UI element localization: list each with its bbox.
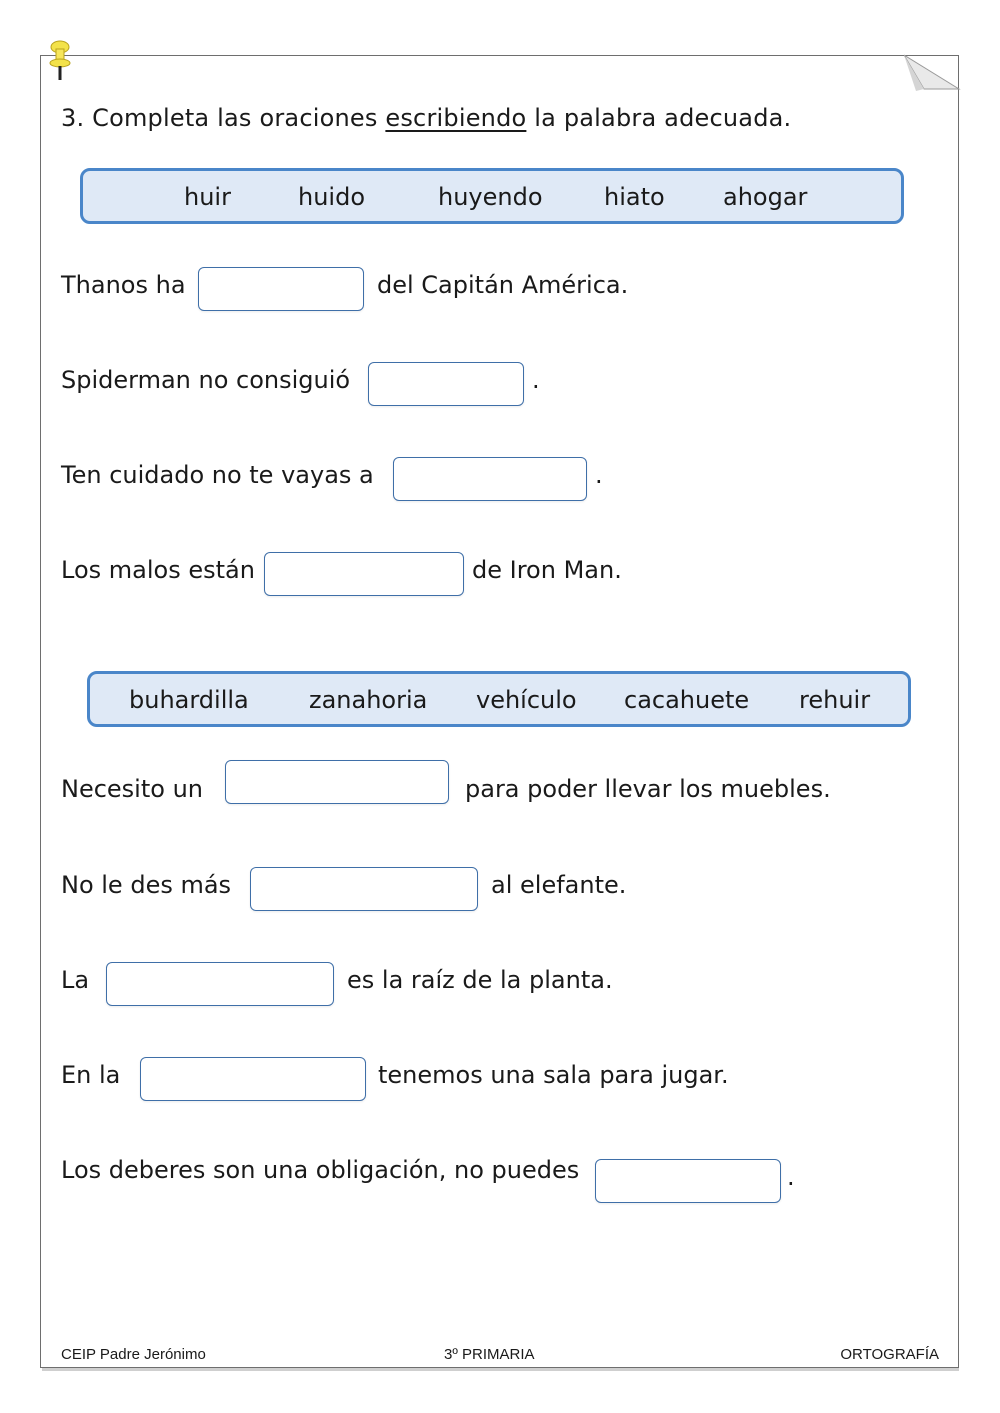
- word-bank-item[interactable]: rehuir: [799, 686, 871, 714]
- answer-blank-5[interactable]: [225, 760, 449, 804]
- answer-blank-4[interactable]: [264, 552, 464, 596]
- exercise-instruction: [61, 104, 791, 132]
- answer-blank-7[interactable]: [106, 962, 334, 1006]
- word-bank-item[interactable]: ahogar: [723, 183, 808, 211]
- word-bank-item[interactable]: buhardilla: [129, 686, 249, 714]
- footer-school: CEIP Padre Jerónimo: [61, 1346, 206, 1363]
- footer-grade: 3º PRIMARIA: [444, 1346, 535, 1363]
- word-bank-item[interactable]: huyendo: [438, 183, 543, 211]
- sentence-6-start: No le des más: [61, 871, 232, 899]
- answer-blank-1[interactable]: [198, 267, 364, 311]
- sentence-1-end: del Capitán América.: [377, 271, 629, 299]
- word-bank-item[interactable]: huido: [298, 183, 366, 211]
- sentence-3-start: Ten cuidado no te vayas a: [61, 461, 374, 489]
- instruction-text-end: la palabra adecuada.: [526, 104, 792, 132]
- sentence-5-end: para poder llevar los muebles.: [465, 775, 831, 803]
- sentence-1-start: Thanos ha: [61, 271, 186, 299]
- sentence-5-start: Necesito un: [61, 775, 203, 803]
- answer-blank-8[interactable]: [140, 1057, 366, 1101]
- answer-blank-9[interactable]: [595, 1159, 781, 1203]
- sentence-3-end: .: [595, 461, 603, 489]
- word-bank-1: [80, 168, 904, 224]
- sentence-7-start: La: [61, 966, 90, 994]
- sentence-2-start: Spiderman no consiguió: [61, 366, 351, 394]
- answer-blank-3[interactable]: [393, 457, 587, 501]
- sentence-6-end: al elefante.: [491, 871, 627, 899]
- sentence-8-end: tenemos una sala para jugar.: [378, 1061, 729, 1089]
- page-shadow: [42, 1368, 959, 1371]
- sentence-9-start: Los deberes son una obligación, no puedes: [61, 1156, 580, 1184]
- word-bank-item[interactable]: vehículo: [476, 686, 577, 714]
- footer-subject: ORTOGRAFÍA: [840, 1346, 939, 1363]
- word-bank-item[interactable]: huir: [184, 183, 231, 211]
- instruction-text-start: 3. Completa las oraciones: [61, 104, 386, 132]
- sentence-2-end: .: [532, 366, 540, 394]
- sentence-8-start: En la: [61, 1061, 121, 1089]
- word-bank-item[interactable]: cacahuete: [624, 686, 750, 714]
- sentence-7-end: es la raíz de la planta.: [347, 966, 613, 994]
- sentence-9-end: .: [787, 1163, 795, 1191]
- sentence-4-start: Los malos están: [61, 556, 255, 584]
- sentence-4-end: de Iron Man.: [472, 556, 622, 584]
- word-bank-2: [87, 671, 911, 727]
- pushpin-icon: [44, 38, 76, 88]
- folded-corner-icon: [904, 53, 962, 93]
- answer-blank-6[interactable]: [250, 867, 478, 911]
- word-bank-item[interactable]: hiato: [604, 183, 665, 211]
- answer-blank-2[interactable]: [368, 362, 524, 406]
- word-bank-item[interactable]: zanahoria: [309, 686, 428, 714]
- instruction-underlined-word: escribiendo: [385, 104, 527, 132]
